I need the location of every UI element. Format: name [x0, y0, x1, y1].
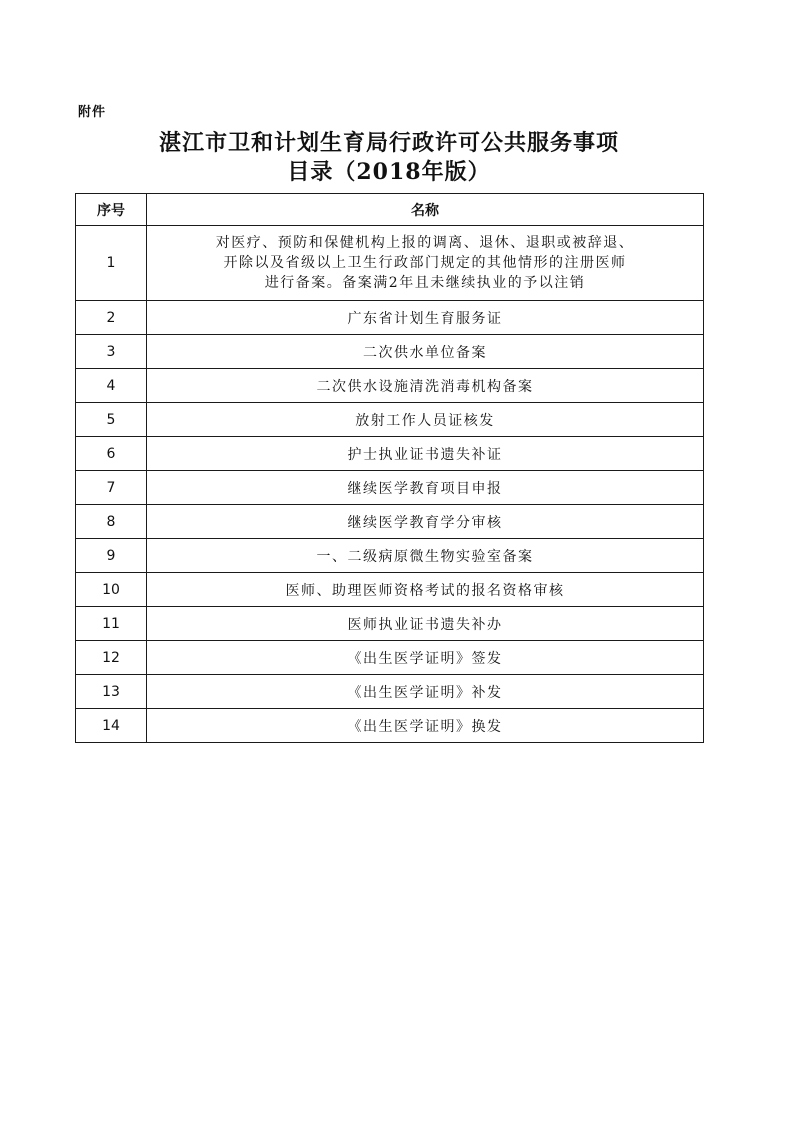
table-row: [76, 335, 704, 369]
header-index: 序号: [76, 194, 147, 226]
table-row: [76, 573, 704, 607]
service-items-table: [75, 193, 704, 743]
table-row: [76, 369, 704, 403]
row-name: 继续医学教育学分审核: [147, 505, 704, 539]
table-row: [76, 675, 704, 709]
row-name: 护士执业证书遗失补证: [147, 437, 704, 471]
row-index: 11: [76, 607, 147, 641]
table-row: [76, 301, 704, 335]
table-row: [76, 471, 704, 505]
row-index: 13: [76, 675, 147, 709]
row-index: 2: [76, 301, 147, 335]
row-name: 对医疗、预防和保健机构上报的调离、退休、退职或被辞退、 开除以及省级以上卫生行政部门规定的其他情形的注册医师 进行备案。备案满2年且未继续执业的予以注销: [147, 226, 704, 301]
row-index: 12: [76, 641, 147, 675]
row-name: 《出生医学证明》换发: [147, 709, 704, 743]
row-name: 医师、助理医师资格考试的报名资格审核: [147, 573, 704, 607]
table-row: [76, 226, 704, 301]
table-row: [76, 505, 704, 539]
row-name: 继续医学教育项目申报: [147, 471, 704, 505]
attachment-label: 附件: [78, 105, 107, 120]
table-row: [76, 437, 704, 471]
row-name: 二次供水设施清洗消毒机构备案: [147, 369, 704, 403]
row-index: 3: [76, 335, 147, 369]
table-row: [76, 641, 704, 675]
document-title-line-1: 湛江市卫和计划生育局行政许可公共服务事项: [158, 130, 619, 156]
row-index: 10: [76, 573, 147, 607]
table-header-row: [76, 194, 704, 226]
table-row: [76, 607, 704, 641]
document-title-line-2: 目录（2018年版）: [287, 159, 491, 185]
row-index: 8: [76, 505, 147, 539]
row-index: 1: [76, 226, 147, 301]
row-index: 4: [76, 369, 147, 403]
header-name: 名称: [147, 194, 704, 226]
row-name: 二次供水单位备案: [147, 335, 704, 369]
row-name: 《出生医学证明》签发: [147, 641, 704, 675]
row-index: 6: [76, 437, 147, 471]
row-index: 9: [76, 539, 147, 573]
table-row: [76, 403, 704, 437]
table-row: [76, 709, 704, 743]
row-index: 7: [76, 471, 147, 505]
row-index: 5: [76, 403, 147, 437]
row-name: 《出生医学证明》补发: [147, 675, 704, 709]
row-name: 放射工作人员证核发: [147, 403, 704, 437]
table-row: [76, 539, 704, 573]
row-name: 一、二级病原微生物实验室备案: [147, 539, 704, 573]
row-index: 14: [76, 709, 147, 743]
row-name: 医师执业证书遗失补办: [147, 607, 704, 641]
row-name: 广东省计划生育服务证: [147, 301, 704, 335]
